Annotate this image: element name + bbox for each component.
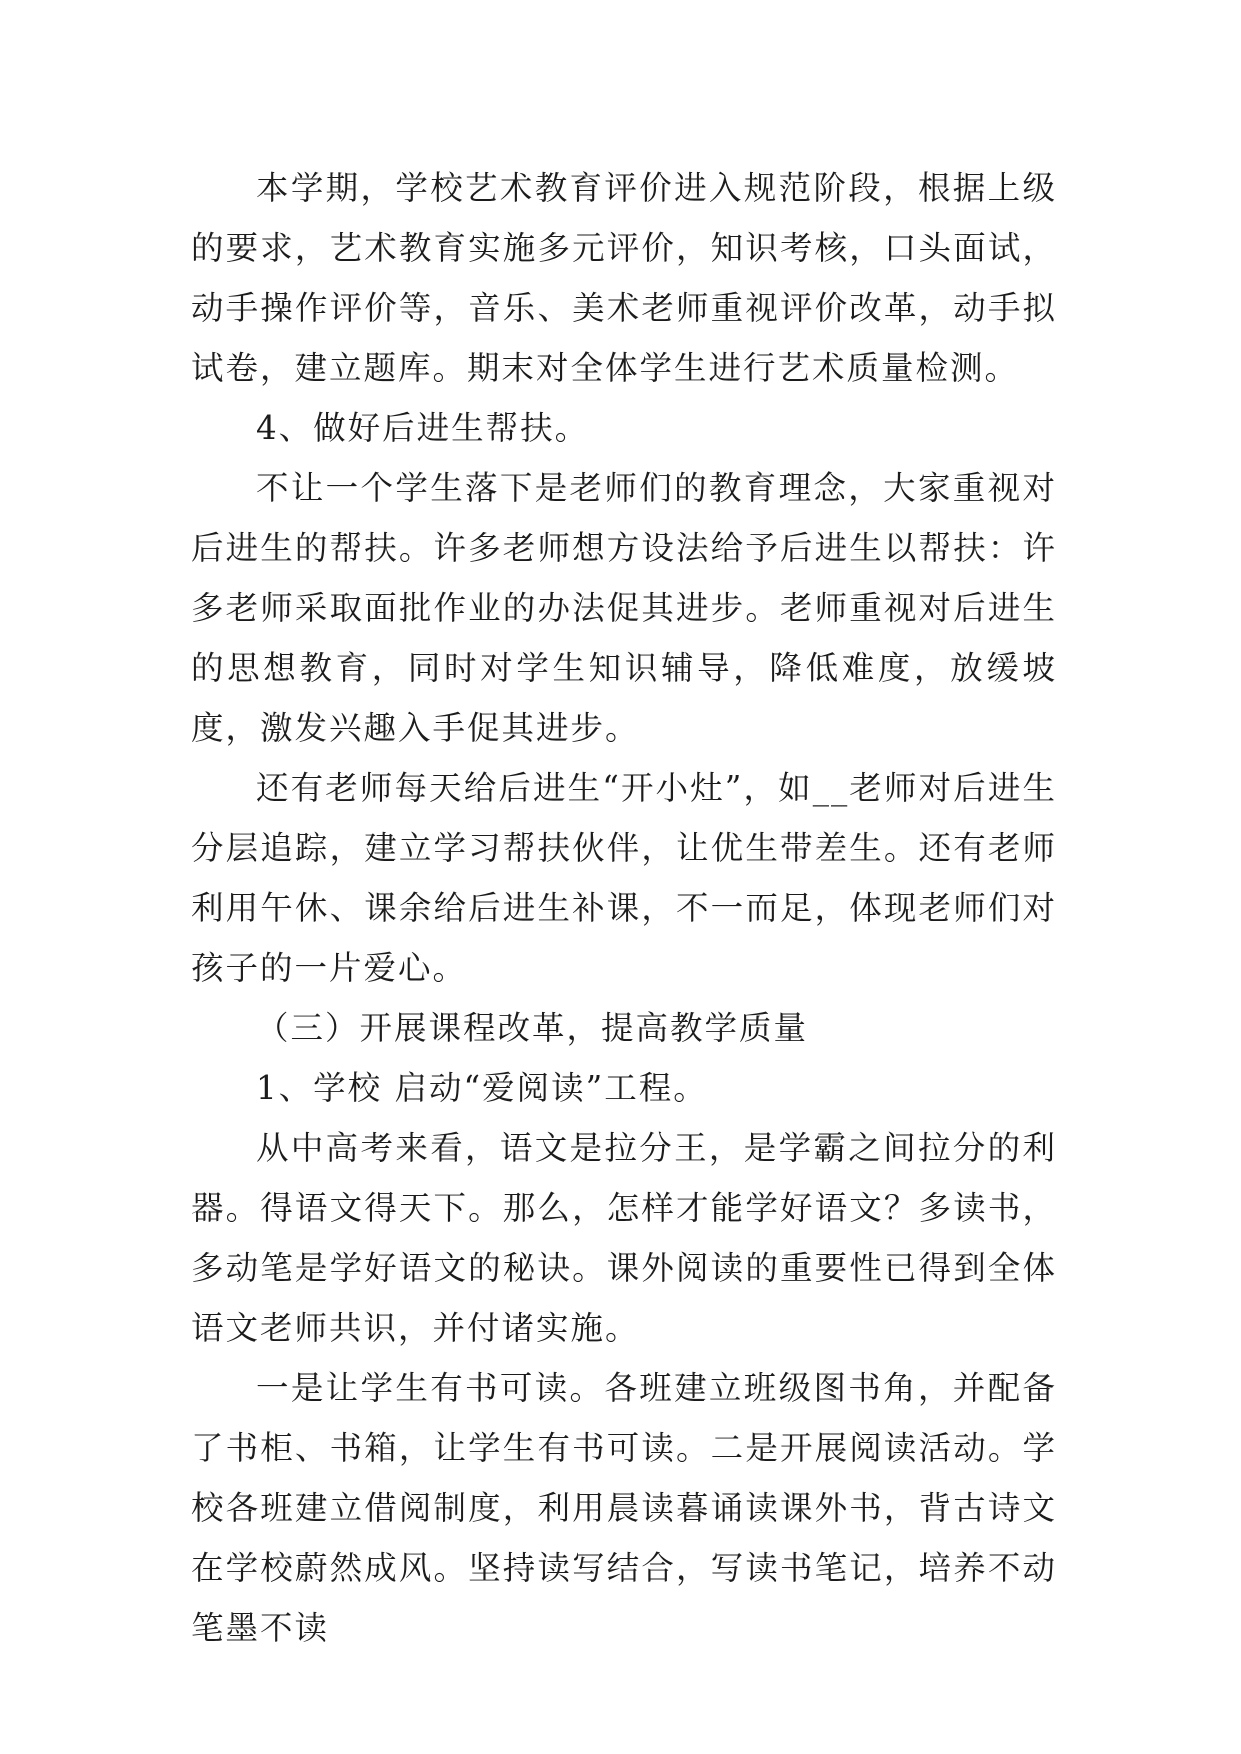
paragraph-reading-activities: 一是让学生有书可读。各班建立班级图书角，并配备了书柜、书箱，让学生有书可读。二是开展阅读活动。学校各班建立借阅制度，利用晨读暮诵读课外书，背古诗文在学校蔚然成风。坚持读写结合，写读书笔记，培养不动笔墨不读 [191,1369,1057,1647]
paragraph-no-student-left-behind: 不让一个学生落下是老师们的教育理念，大家重视对后进生的帮扶。许多老师想方设法给予后进生以帮扶：许多老师采取面批作业的办法促其进步。老师重视对后进生的思想教育，同时对学生知识辅导，降低难度，放缓坡度，激发兴趣入手促其进步。 [191,469,1057,747]
heading-underachiever-support: 4、做好后进生帮扶。 [256,409,590,447]
heading-love-reading-project: 1、学校 启动“爱阅读”工程。 [256,1069,708,1107]
paragraph-extra-tutoring: 还有老师每天给后进生“开小灶”，如__老师对后进生分层追踪，建立学习帮扶伙伴，让优生带差生。还有老师利用午休、课余给后进生补课，不一而足，体现老师们对孩子的一片爱心。 [191,769,1057,987]
heading-curriculum-reform: （三）开展课程改革，提高教学质量 [256,1009,809,1047]
paragraph-art-evaluation: 本学期，学校艺术教育评价进入规范阶段，根据上级的要求，艺术教育实施多元评价，知识考核，口头面试，动手操作评价等，音乐、美术老师重视评价改革，动手拟试卷，建立题库。期末对全体学生进行艺术质量检测。 [191,169,1057,387]
paragraph-chinese-importance: 从中高考来看，语文是拉分王，是学霸之间拉分的利器。得语文得天下。那么，怎样才能学好语文？多读书，多动笔是学好语文的秘诀。课外阅读的重要性已得到全体语文老师共识，并付诸实施。 [191,1129,1057,1347]
document-body [191,158,1057,1658]
